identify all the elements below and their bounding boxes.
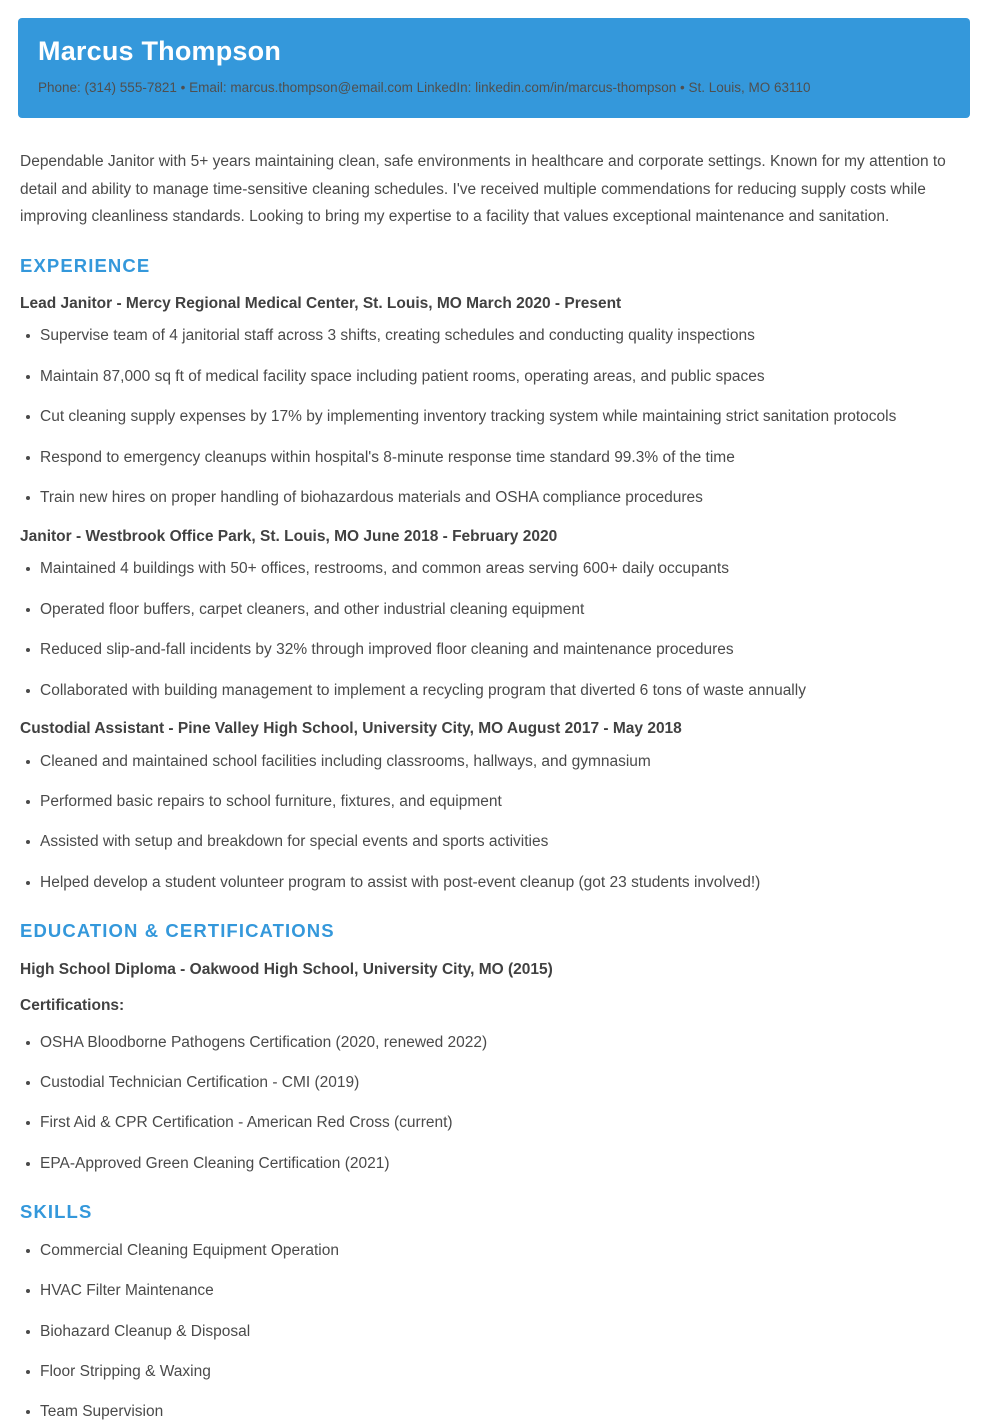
list-item: Train new hires on proper handling of biohazardous materials and OSHA compliance procedures xyxy=(20,487,969,509)
experience-entry-heading: Custodial Assistant - Pine Valley High School, University City, MO August 2017 - May 2018 xyxy=(20,720,682,738)
list-item: Maintained 4 buildings with 50+ offices, restrooms, and common areas serving 600+ daily occupants xyxy=(20,558,969,580)
experience-bullet-list xyxy=(20,751,969,895)
list-item: EPA-Approved Green Cleaning Certification (2021) xyxy=(20,1153,969,1175)
list-item: First Aid & CPR Certification - American Red Cross (current) xyxy=(20,1112,969,1134)
experience-entry-heading: Lead Janitor - Mercy Regional Medical Center, St. Louis, MO March 2020 - Present xyxy=(20,294,622,312)
list-item: Maintain 87,000 sq ft of medical facility space including patient rooms, operating areas, and public spaces xyxy=(20,366,969,388)
experience-bullet-list xyxy=(20,558,969,702)
list-item: Cleaned and maintained school facilities including classrooms, hallways, and gymnasium xyxy=(20,751,969,773)
section-title-education: EDUCATION & CERTIFICATIONS xyxy=(20,920,335,942)
list-item: Supervise team of 4 janitorial staff across 3 shifts, creating schedules and conducting quality inspections xyxy=(20,325,969,347)
section-education xyxy=(20,920,969,1175)
experience-entry xyxy=(20,718,969,894)
experience-bullet-list xyxy=(20,325,969,509)
list-item: Helped develop a student volunteer program to assist with post-event cleanup (got 23 students involved!) xyxy=(20,872,969,894)
list-item: Reduced slip-and-fall incidents by 32% through improved floor cleaning and maintenance procedures xyxy=(20,639,969,661)
section-experience xyxy=(20,255,969,895)
list-item: HVAC Filter Maintenance xyxy=(20,1280,969,1302)
experience-entry-heading: Janitor - Westbrook Office Park, St. Louis, MO June 2018 - February 2020 xyxy=(20,527,558,545)
list-item: Team Supervision xyxy=(20,1401,969,1423)
list-item: Assisted with setup and breakdown for special events and sports activities xyxy=(20,831,969,853)
list-item: Floor Stripping & Waxing xyxy=(20,1361,969,1383)
candidate-name: Marcus Thompson xyxy=(38,36,282,66)
section-title-experience: EXPERIENCE xyxy=(20,254,151,276)
resume-header-band xyxy=(18,18,970,118)
professional-summary: Dependable Janitor with 5+ years maintaining clean, safe environments in healthcare and corporate settings. Known for my attention to detail and ability to manage time-sensitive cleaning schedules. I've received multiple commendations for reducing supply costs while improving cleanliness standards. Looking to bring my expertise to a facility that values exceptional maintenance and sanitation. xyxy=(20,152,946,226)
list-item: OSHA Bloodborne Pathogens Certification (2020, renewed 2022) xyxy=(20,1032,969,1054)
skills-list xyxy=(20,1240,969,1424)
section-title-skills: SKILLS xyxy=(20,1201,93,1223)
list-item: Commercial Cleaning Equipment Operation xyxy=(20,1240,969,1262)
resume-body xyxy=(0,148,989,1424)
section-skills xyxy=(20,1201,969,1424)
resume-page xyxy=(0,18,989,1424)
list-item: Cut cleaning supply expenses by 17% by implementing inventory tracking system while maintaining strict sanitation protocols xyxy=(20,406,969,428)
contact-line: Phone: (314) 555-7821 • Email: marcus.thompson@email.com LinkedIn: linkedin.com/in/marcus-thompson • St. Louis, MO 63110 xyxy=(38,80,811,96)
certification-list xyxy=(20,1032,969,1176)
experience-entry xyxy=(20,526,969,702)
list-item: Operated floor buffers, carpet cleaners, and other industrial cleaning equipment xyxy=(20,599,969,621)
list-item: Performed basic repairs to school furniture, fixtures, and equipment xyxy=(20,791,969,813)
certifications-label: Certifications: xyxy=(20,997,125,1015)
list-item: Respond to emergency cleanups within hospital's 8-minute response time standard 99.3% of the time xyxy=(20,447,969,469)
experience-entries xyxy=(20,293,969,895)
education-degree: High School Diploma - Oakwood High School, University City, MO (2015) xyxy=(20,960,553,978)
list-item: Collaborated with building management to implement a recycling program that diverted 6 tons of waste annually xyxy=(20,680,969,702)
list-item: Custodial Technician Certification - CMI (2019) xyxy=(20,1072,969,1094)
experience-entry xyxy=(20,293,969,510)
list-item: Biohazard Cleanup & Disposal xyxy=(20,1321,969,1343)
